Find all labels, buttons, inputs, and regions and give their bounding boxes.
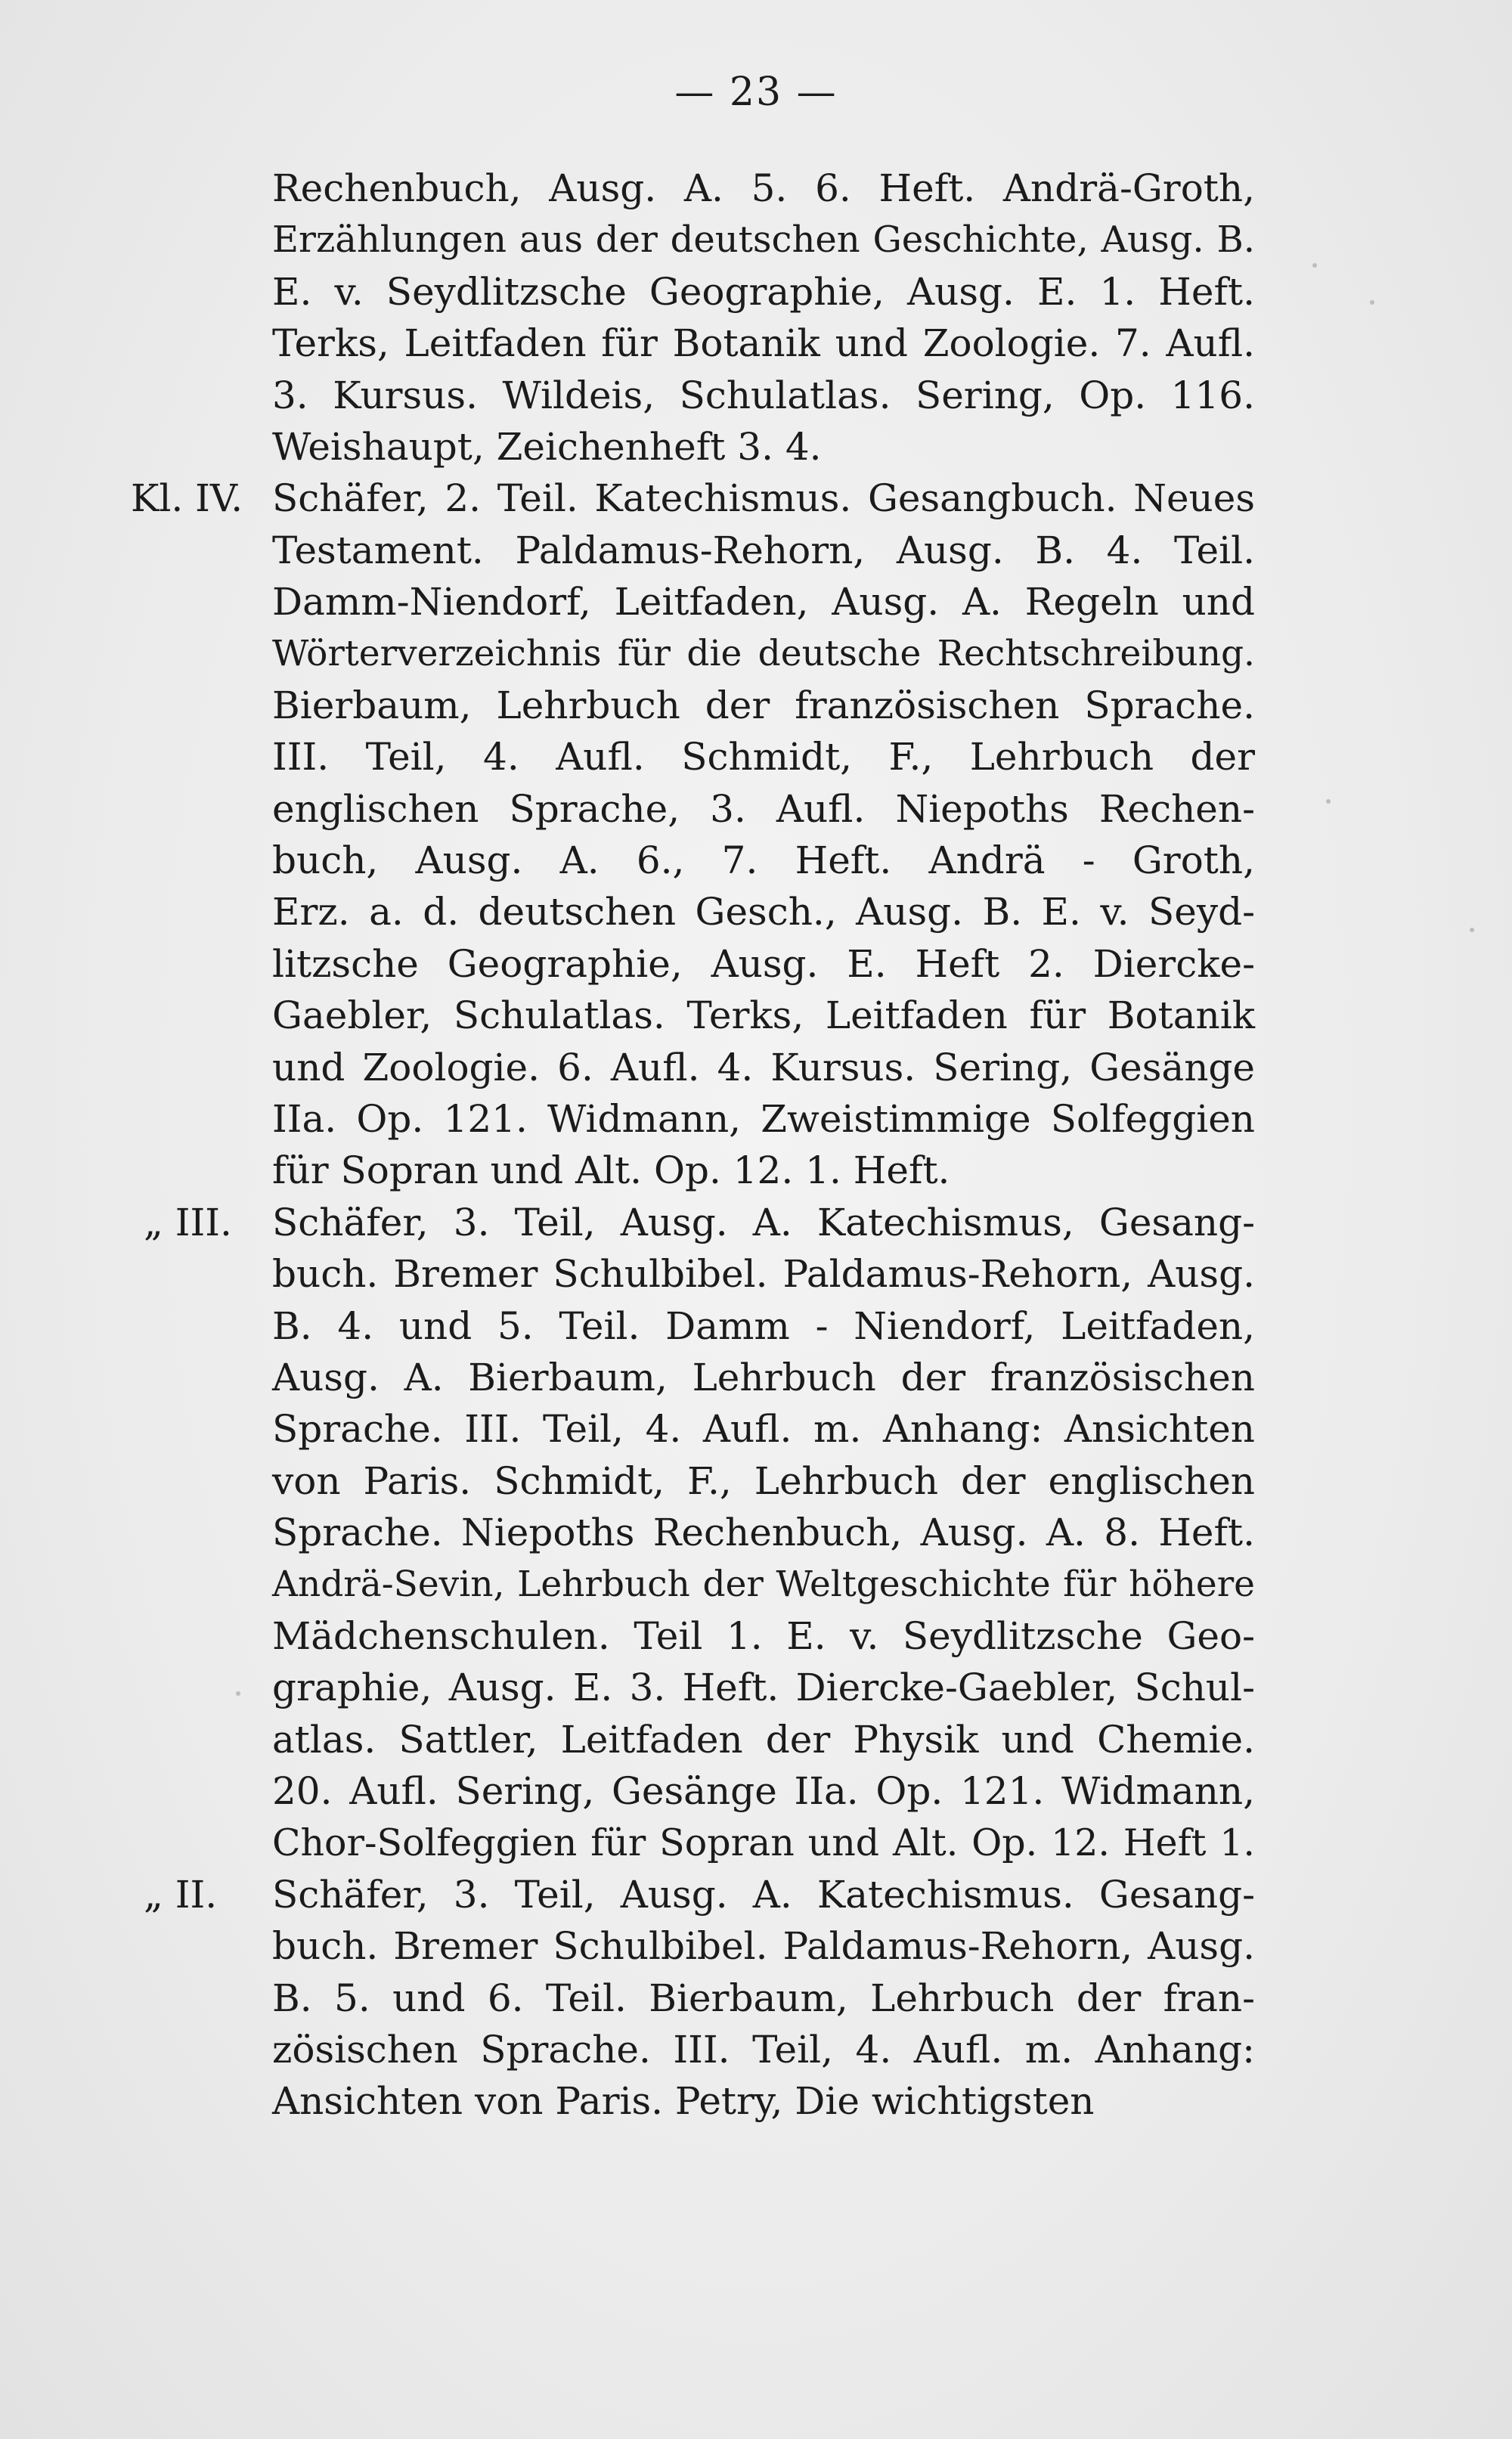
text-line xyxy=(272,628,1255,680)
class-label: Kl. IV. xyxy=(131,476,243,521)
line-text: III. Teil, 4. Aufl. Schmidt, F., Lehrbuch der xyxy=(272,735,1255,779)
line-text: Ansichten von Paris. Petry, Die wichtigsten xyxy=(272,2079,1095,2124)
text-line xyxy=(272,1042,1255,1093)
line-text: E. v. Seydlitzsche Geographie, Ausg. E. 1. Heft. xyxy=(272,269,1255,314)
text-line xyxy=(272,783,1255,835)
line-text: atlas. Sattler, Leitfaden der Physik und Chemie. xyxy=(272,1717,1255,1762)
text-line xyxy=(272,266,1255,318)
text-line xyxy=(144,1869,1255,1920)
line-text: Weishaupt, Zeichenheft 3. 4. xyxy=(272,424,822,469)
line-text: Sprache. III. Teil, 4. Aufl. m. Anhang: Ansichten xyxy=(272,1407,1255,1452)
text-line xyxy=(272,2075,1255,2127)
text-line xyxy=(272,835,1255,886)
text-line xyxy=(272,421,1255,473)
text-line xyxy=(272,1920,1255,1972)
line-text: buch, Ausg. A. 6., 7. Heft. Andrä - Groth, xyxy=(272,838,1255,883)
class-label: „ II. xyxy=(144,1872,218,1917)
line-text: Erzählungen aus der deutschen Geschichte, Ausg. B. xyxy=(272,218,1255,262)
line-text: Chor-Solfeggien für Sopran und Alt. Op. 12. Heft 1. xyxy=(272,1821,1255,1864)
paper-speck xyxy=(1326,799,1331,804)
line-text: englischen Sprache, 3. Aufl. Niepoths Rechen- xyxy=(272,786,1255,831)
paper-speck xyxy=(1312,263,1317,268)
line-text: graphie, Ausg. E. 3. Heft. Diercke-Gaebler, Schul- xyxy=(272,1666,1255,1710)
text-line xyxy=(272,318,1255,369)
text-line xyxy=(272,1352,1255,1403)
text-line xyxy=(272,1973,1255,2024)
text-line xyxy=(272,214,1255,265)
text-line xyxy=(272,680,1255,731)
paper-speck xyxy=(1470,928,1474,932)
line-text: Gaebler, Schulatlas. Terks, Leitfaden für Botanik xyxy=(272,993,1255,1038)
line-text: IIa. Op. 121. Widmann, Zweistimmige Solfeggien xyxy=(272,1097,1255,1142)
line-text: buch. Bremer Schulbibel. Paldamus-Rehorn, Ausg. xyxy=(272,1924,1255,1969)
text-line xyxy=(272,576,1255,628)
line-text: Schäfer, 2. Teil. Katechismus. Gesangbuch. Neues xyxy=(272,476,1255,521)
class-label: „ III. xyxy=(144,1200,232,1244)
text-line xyxy=(144,1197,1255,1248)
text-line xyxy=(272,990,1255,1041)
text-line xyxy=(272,2024,1255,2075)
text-line xyxy=(272,525,1255,576)
page-number: — 23 — xyxy=(674,70,838,115)
line-text: für Sopran und Alt. Op. 12. 1. Heft. xyxy=(272,1148,950,1193)
text-line xyxy=(272,938,1255,990)
line-text: zösischen Sprache. III. Teil, 4. Aufl. m. Anhang: xyxy=(272,2028,1255,2072)
line-text: 20. Aufl. Sering, Gesänge IIa. Op. 121. Widmann, xyxy=(272,1769,1255,1814)
text-line xyxy=(272,1662,1255,1713)
line-text: 3. Kursus. Wildeis, Schulatlas. Sering, Op. 116. xyxy=(272,373,1255,417)
text-line xyxy=(272,1145,1255,1196)
line-text: B. 5. und 6. Teil. Bierbaum, Lehrbuch der fran- xyxy=(272,1976,1255,2020)
text-line xyxy=(272,1093,1255,1145)
text-line xyxy=(272,1300,1255,1352)
line-text: Schäfer, 3. Teil, Ausg. A. Katechismus, Gesang- xyxy=(272,1200,1255,1244)
line-text: und Zoologie. 6. Aufl. 4. Kursus. Sering, Gesänge xyxy=(272,1045,1255,1089)
line-text: Rechenbuch, Ausg. A. 5. 6. Heft. Andrä-Groth, xyxy=(272,166,1255,210)
line-text: Wörterverzeichnis für die deutsche Rechtschreibung. xyxy=(272,632,1255,674)
text-line xyxy=(272,886,1255,937)
line-text: von Paris. Schmidt, F., Lehrbuch der englischen xyxy=(272,1458,1255,1503)
text-line xyxy=(131,473,1255,524)
text-line xyxy=(272,1714,1255,1765)
line-text: Bierbaum, Lehrbuch der französischen Sprache. xyxy=(272,683,1255,727)
text-line xyxy=(272,731,1255,783)
line-text: Mädchenschulen. Teil 1. E. v. Seydlitzsche Geo- xyxy=(272,1613,1255,1658)
line-text: Erz. a. d. deutschen Gesch., Ausg. B. E. v. Seyd- xyxy=(272,890,1255,934)
line-text: Andrä-Sevin, Lehrbuch der Weltgeschichte für höhere xyxy=(272,1563,1255,1605)
text-line xyxy=(272,1818,1255,1869)
line-text: Ausg. A. Bierbaum, Lehrbuch der französischen xyxy=(272,1355,1255,1399)
text-body xyxy=(131,163,1255,2128)
line-text: buch. Bremer Schulbibel. Paldamus-Rehorn, Ausg. xyxy=(272,1252,1255,1297)
line-text: Schäfer, 3. Teil, Ausg. A. Katechismus. Gesang- xyxy=(272,1872,1255,1917)
text-line xyxy=(272,1248,1255,1300)
text-line xyxy=(272,1455,1255,1507)
paper-speck xyxy=(236,1691,240,1696)
line-text: Damm-Niendorf, Leitfaden, Ausg. A. Regeln und xyxy=(272,580,1255,624)
text-line xyxy=(272,163,1255,214)
text-line xyxy=(272,370,1255,421)
line-text: B. 4. und 5. Teil. Damm - Niendorf, Leitfaden, xyxy=(272,1303,1255,1348)
text-line xyxy=(272,1507,1255,1558)
line-text: Testament. Paldamus-Rehorn, Ausg. B. 4. Teil. xyxy=(272,528,1255,572)
paper-speck xyxy=(1370,300,1374,305)
line-text: litzsche Geographie, Ausg. E. Heft 2. Diercke- xyxy=(272,941,1255,986)
text-line xyxy=(272,1403,1255,1455)
text-line xyxy=(272,1559,1255,1610)
text-line xyxy=(272,1610,1255,1662)
text-line xyxy=(272,1765,1255,1817)
line-text: Sprache. Niepoths Rechenbuch, Ausg. A. 8. Heft. xyxy=(272,1511,1255,1555)
line-text: Terks, Leitfaden für Botanik und Zoologie. 7. Aufl. xyxy=(272,321,1255,366)
